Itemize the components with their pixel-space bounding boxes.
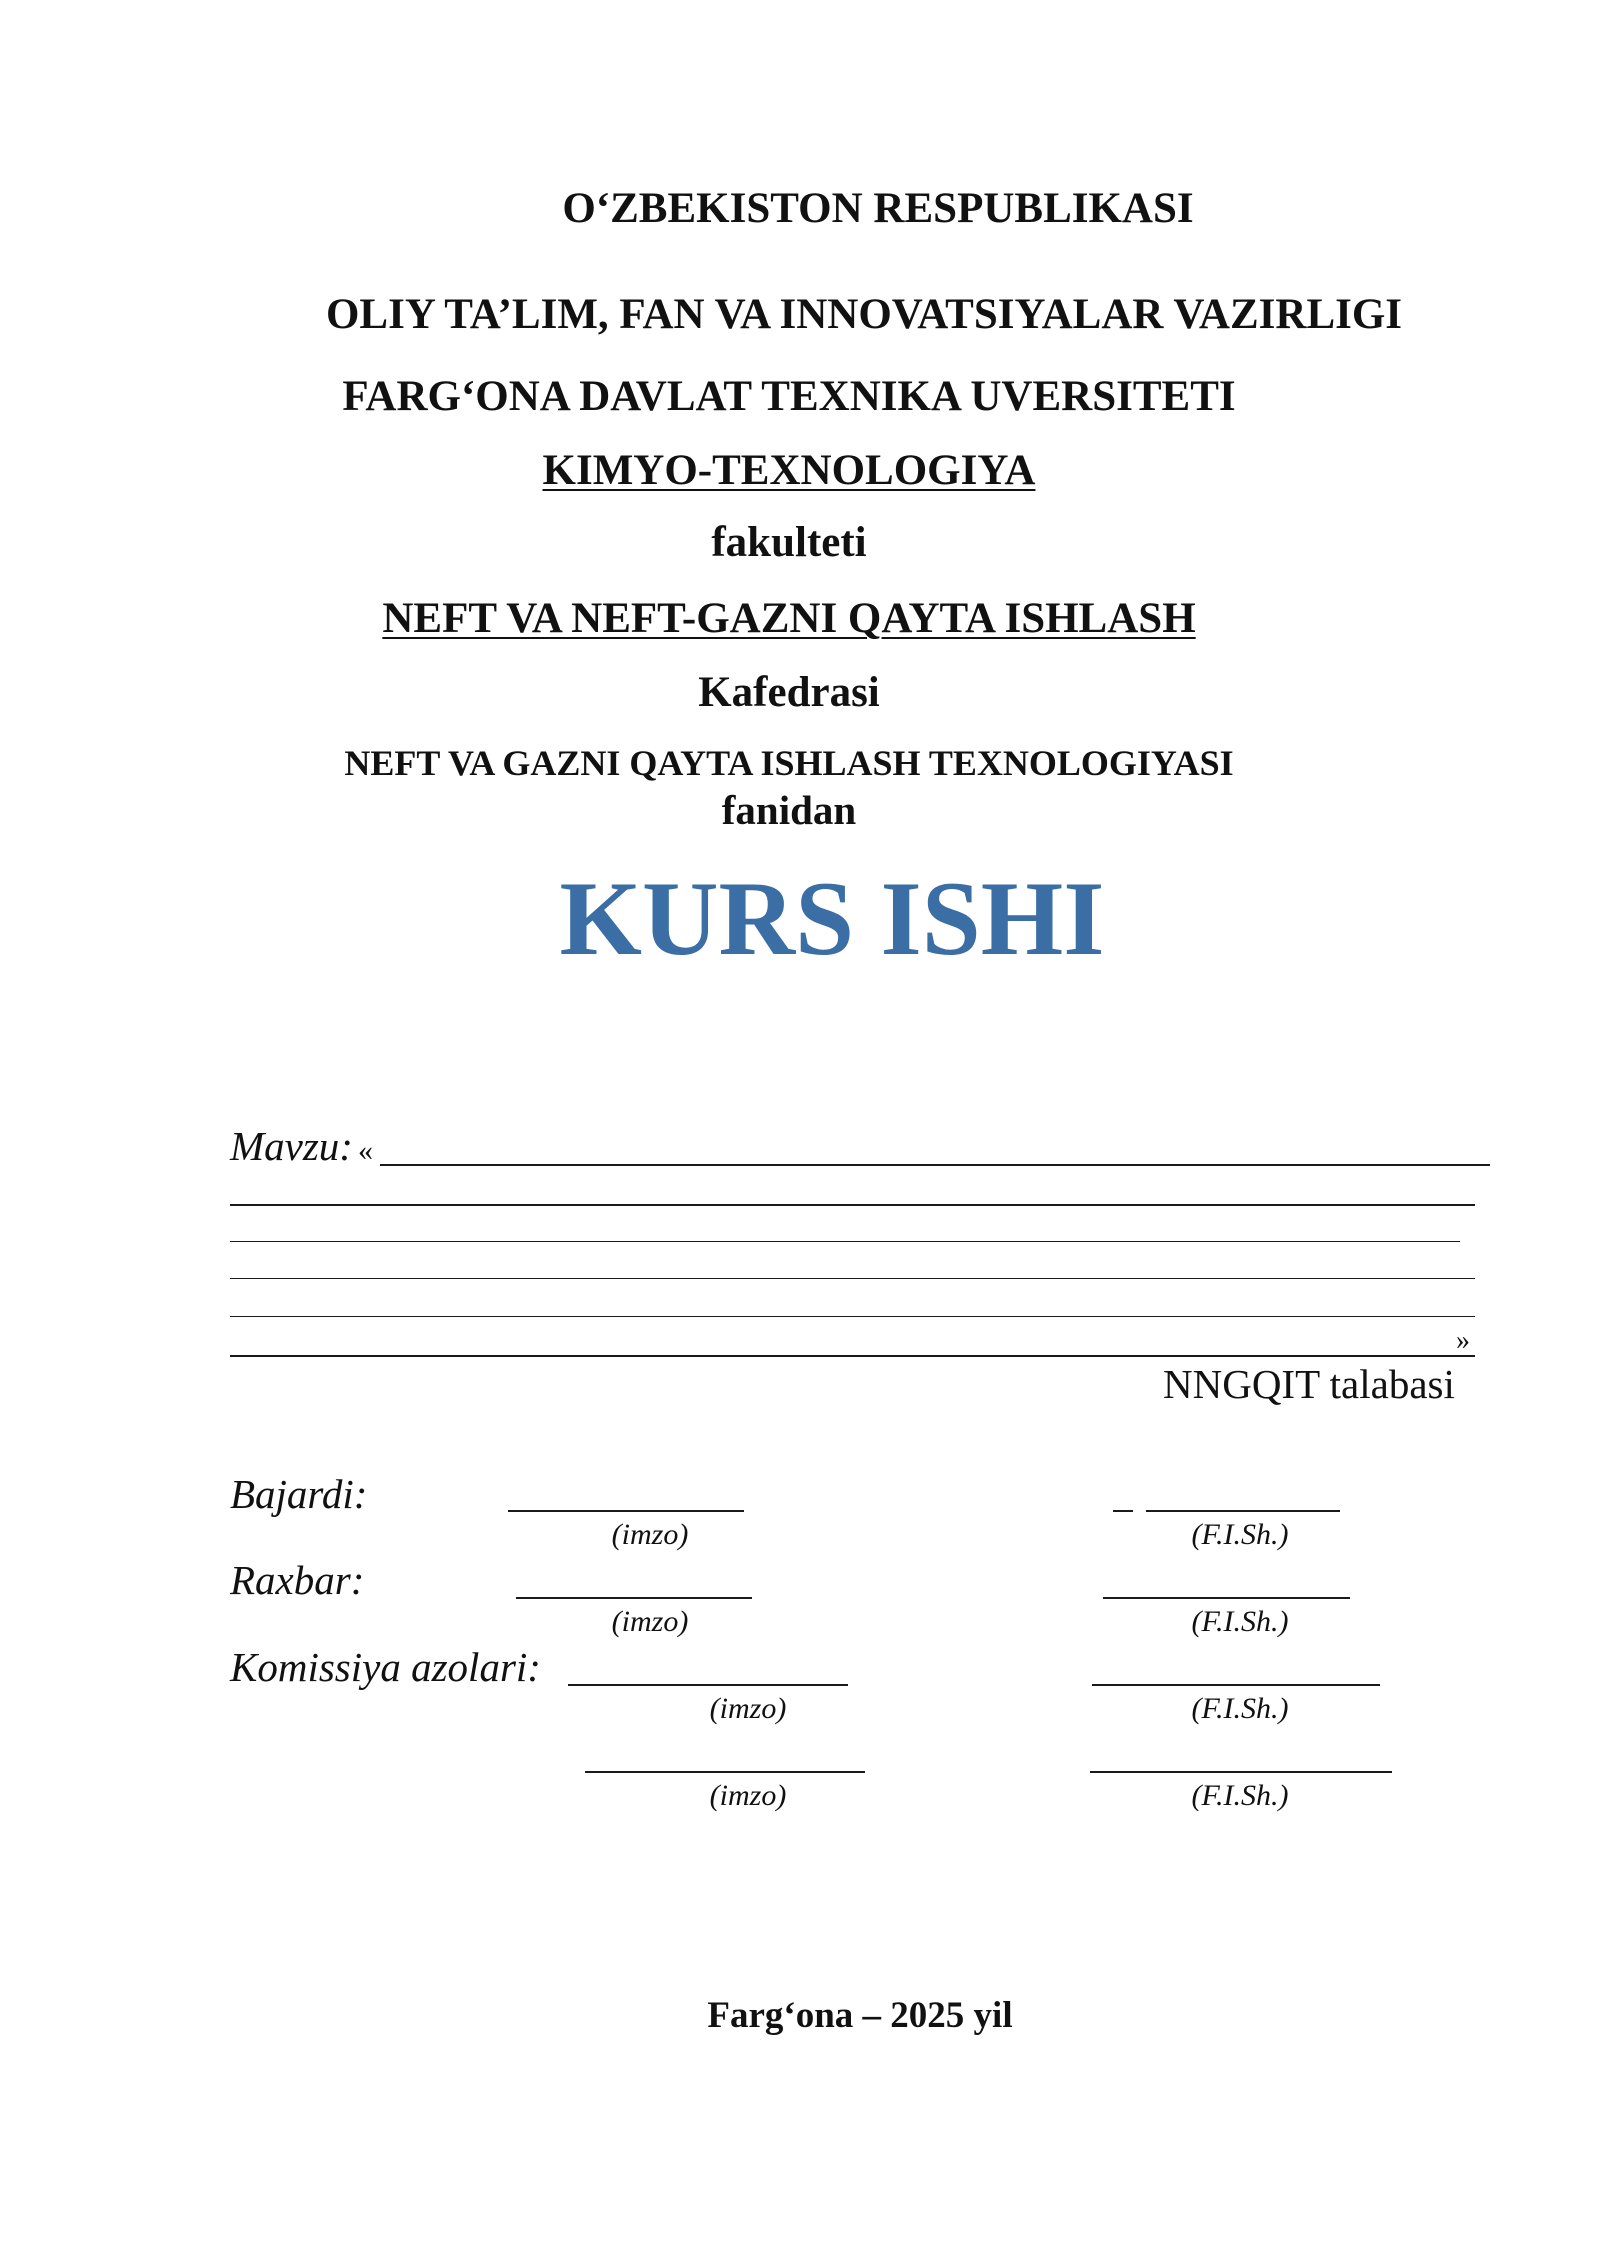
raxbar-label: Raxbar: (230, 1557, 365, 1603)
department-name: NEFT VA NEFT-GAZNI QAYTA ISHLASH (382, 595, 1196, 642)
ministry-heading: OLIY TA’LIM, FAN VA INNOVATSIYALAR VAZIRLIGI (325, 291, 1403, 338)
komissiya-name-line-1 (1092, 1684, 1380, 1686)
topic-open-quote: « (358, 1134, 373, 1167)
document-title: KURS ISHI (559, 860, 1105, 977)
raxbar-sign-line (516, 1597, 752, 1599)
topic-line-6 (230, 1355, 1475, 1357)
komissiya-sign-line-1 (568, 1684, 848, 1686)
topic-line-2 (230, 1204, 1475, 1206)
topic-line-4 (230, 1278, 1475, 1279)
topic-line-5 (230, 1316, 1475, 1317)
university-heading: FARG‘ONA DAVLAT TEXNIKA UVERSITETI (342, 373, 1236, 420)
komissiya-fish-caption-2: (F.I.Sh.) (1191, 1779, 1289, 1812)
republic-heading: O‘ZBEKISTON RESPUBLIKASI (562, 185, 1194, 232)
faculty-word: fakulteti (711, 519, 867, 566)
place-year: Farg‘ona – 2025 yil (707, 1995, 1013, 2036)
faculty-name: KIMYO-TEXNOLOGIYA (542, 447, 1036, 494)
bajardi-dash (1113, 1510, 1133, 1512)
raxbar-fish-caption: (F.I.Sh.) (1191, 1605, 1289, 1638)
komissiya-imzo-caption-1: (imzo) (709, 1692, 787, 1725)
komissiya-fish-caption-1: (F.I.Sh.) (1191, 1692, 1289, 1725)
bajardi-fish-caption: (F.I.Sh.) (1191, 1518, 1289, 1551)
topic-line-1 (380, 1164, 1490, 1166)
bajardi-label: Bajardi: (230, 1471, 368, 1517)
student-group: NNGQIT talabasi (1163, 1361, 1455, 1407)
topic-close-quote: » (1456, 1325, 1470, 1356)
subject-name: NEFT VA GAZNI QAYTA ISHLASH TEXNOLOGIYASI (344, 743, 1234, 783)
bajardi-sign-line (508, 1510, 744, 1512)
komissiya-label: Komissiya azolari: (230, 1644, 541, 1690)
topic-line-3 (230, 1241, 1460, 1242)
bajardi-name-line (1146, 1510, 1340, 1512)
department-word: Kafedrasi (698, 669, 880, 716)
raxbar-name-line (1103, 1597, 1350, 1599)
komissiya-imzo-caption-2: (imzo) (709, 1779, 787, 1812)
subject-word: fanidan (721, 787, 857, 833)
topic-label: Mavzu: (230, 1123, 353, 1169)
raxbar-imzo-caption: (imzo) (611, 1605, 689, 1638)
bajardi-imzo-caption: (imzo) (611, 1518, 689, 1551)
komissiya-sign-line-2 (585, 1771, 865, 1773)
komissiya-name-line-2 (1090, 1771, 1392, 1773)
